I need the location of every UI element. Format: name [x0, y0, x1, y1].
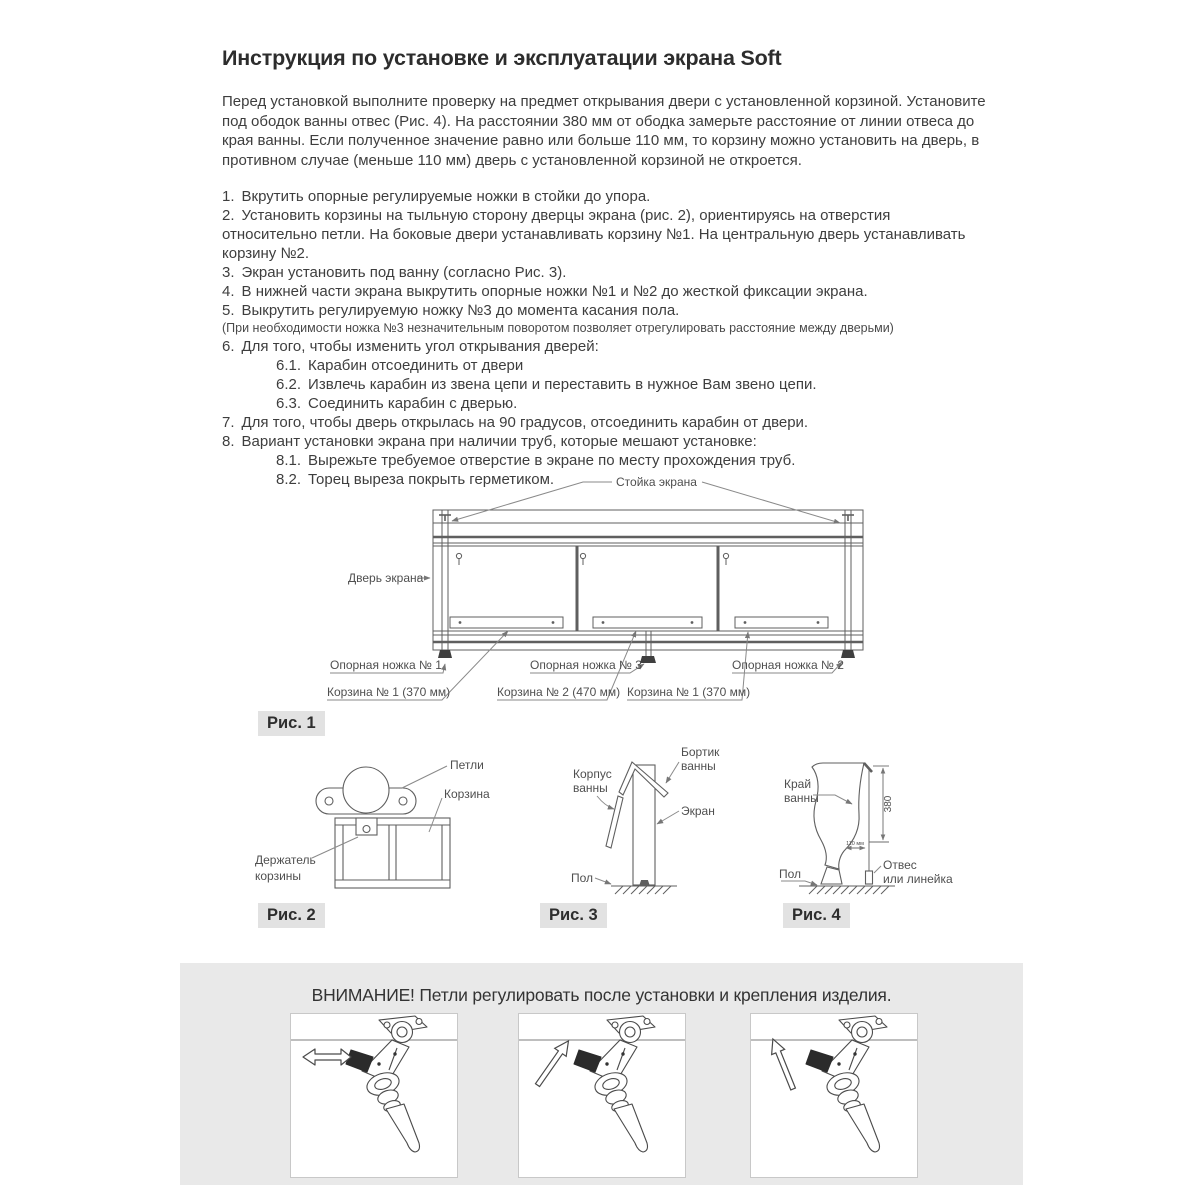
step-item: [222, 413, 988, 432]
fig1-label-basket1b: Корзина № 1 (370 мм): [627, 685, 751, 699]
step-text: Соединить карабин с дверью.: [308, 395, 518, 412]
text-column: [222, 46, 988, 489]
fig2-caption: Рис. 2: [258, 903, 325, 928]
floor-hatching: [799, 886, 895, 894]
basket-holder: [356, 818, 377, 835]
fig2-label-holder-line2: корзины: [255, 869, 302, 883]
basket-slots: [450, 617, 828, 628]
bath-edge-profile: [812, 763, 864, 869]
step-item: [222, 337, 988, 356]
hinge-adjust-diagonal-icon: [519, 1014, 685, 1177]
fig3-label-body-line1: Корпус: [573, 767, 612, 781]
step-number: 4.: [222, 283, 235, 300]
page-title: Инструкция по установке и эксплуатации экрана Soft: [222, 46, 782, 70]
fig1-label-door: Дверь экрана: [348, 571, 424, 585]
steps-list: [222, 187, 988, 489]
hinge-panel-2: [518, 1013, 686, 1178]
step-number: 1.: [222, 188, 235, 205]
fig4-measurement-diagram: [765, 738, 980, 900]
bath-foot: [821, 867, 842, 884]
step-item: [222, 301, 988, 320]
step-text: В нижней части экрана выкрутить опорные ножки №1 и №2 до жесткой фиксации экрана.: [241, 283, 868, 300]
fig4-label-plumb-line2: или линейка: [883, 872, 953, 886]
fig3-label-floor: Пол: [571, 871, 594, 885]
step-number: 6.2.: [276, 376, 302, 393]
post-screw-marks: [439, 515, 854, 521]
fig1-label-stand: Стойка экрана: [616, 475, 697, 489]
attention-text: ВНИМАНИЕ! Петли регулировать после установки и крепления изделия.: [311, 985, 892, 1005]
step-number: 8.1.: [276, 452, 302, 469]
fig1-screen-diagram: [320, 470, 880, 712]
fig4-dim-110: 110 мм: [846, 841, 864, 847]
screen-foot: [640, 881, 649, 886]
step-text: Извлечь карабин из звена цепи и переставить в нужное Вам звено цепи.: [308, 376, 817, 393]
fig3-label-rim-line2: ванны: [681, 759, 716, 773]
intro-paragraph: Перед установкой выполните проверку на предмет открывания двери с установленной корзиной. Установите под ободок ванны отвес (Рис. 4). На расстоянии 380 мм от ободка замерьте расстояние от линии отвеса до края ванны. Если полученное значение равно или больше 110 мм, то корзину можно установить на дверь, в противном случае (меньше 110 мм) дверь с установленной корзиной не откроется.: [222, 93, 986, 169]
fig4-label-plumb-line1: Отвес: [883, 858, 917, 872]
fig3-label-body-line2: ванны: [573, 781, 608, 795]
step-item: [222, 206, 988, 263]
plumb-weight: [866, 871, 873, 884]
fig4-dim-380: 380: [883, 795, 894, 813]
step-text: Для того, чтобы изменить угол открывания дверей:: [241, 338, 599, 355]
basket-frame: [335, 818, 450, 888]
fig1-label-leg3: Опорная ножка № 3: [530, 658, 642, 672]
fig3-label-screen: Экран: [681, 804, 715, 818]
step-number: 7.: [222, 414, 235, 431]
fig1-label-basket2: Корзина № 2 (470 мм): [497, 685, 621, 699]
fig2-label-hinges: Петли: [450, 758, 484, 772]
fig3-caption: Рис. 3: [540, 903, 607, 928]
fig4-label-edge-line1: Край: [784, 777, 812, 791]
step-text: Установить корзины на тыльную сторону дверцы экрана (рис. 2), ориентируясь на отверстия относительно петли. На боковые двери устанавливать корзину №1. На центральную дверь устанавливать корзину №2.: [222, 207, 966, 262]
floor-hatching: [611, 886, 677, 894]
fig1-label-leg1: Опорная ножка № 1: [330, 658, 442, 672]
step-subitem: [276, 375, 988, 394]
hinge-cup-icon: [343, 767, 389, 813]
hinge-panel-3: [750, 1013, 918, 1178]
step-item: [222, 432, 988, 451]
fig1-label-leg2: Опорная ножка № 2: [732, 658, 844, 672]
bath-body-profile: [606, 796, 623, 848]
step-number: 6.3.: [276, 395, 302, 412]
step-item: [222, 263, 988, 282]
step-number: 5.: [222, 302, 235, 319]
step-text: Торец выреза покрыть герметиком.: [308, 471, 555, 488]
rim-hook: [864, 763, 872, 772]
step-number: 6.1.: [276, 357, 302, 374]
step-text: Вариант установки экрана при наличии труб, которые мешают установке:: [241, 433, 757, 450]
step-subitem: [276, 394, 988, 413]
hinge-adjust-tilt-icon: [751, 1014, 917, 1177]
fig4-label-edge-line2: ванны: [784, 791, 819, 805]
step-text: Карабин отсоединить от двери: [308, 357, 524, 374]
fig2-hinge-basket-diagram: [250, 748, 500, 900]
step-text: Вкрутить опорные регулируемые ножки в стойки до упора.: [241, 188, 651, 205]
fig4-caption: Рис. 4: [783, 903, 850, 928]
diagonal-tilt-arrow-icon: [766, 1036, 799, 1091]
hinge-panel-1: [290, 1013, 458, 1178]
step-text: Для того, чтобы дверь открылась на 90 градусов, отсоединить карабин от двери.: [241, 414, 809, 431]
step-item: [222, 187, 988, 206]
step-subitem: [276, 451, 988, 470]
fig3-label-rim-line1: Бортик: [681, 745, 720, 759]
step-number: 8.2.: [276, 471, 302, 488]
step-number: 3.: [222, 264, 235, 281]
diagonal-up-arrow-icon: [532, 1037, 574, 1089]
step-subitem: [276, 356, 988, 375]
step-item: [222, 282, 988, 301]
attention-section: [180, 963, 1023, 1185]
fig3-installation-diagram: [535, 738, 745, 900]
fig1-label-basket1a: Корзина № 1 (370 мм): [327, 685, 451, 699]
fig2-label-holder-line1: Держатель: [255, 853, 316, 867]
step-number: 6.: [222, 338, 235, 355]
fig4-label-floor: Пол: [779, 867, 802, 881]
fig1-caption: Рис. 1: [258, 711, 325, 736]
step-number: 2.: [222, 207, 235, 224]
step-note: (При необходимости ножка №3 незначительным поворотом позволяет отрегулировать расстояние между дверьми): [222, 321, 894, 335]
hinge-adjust-horizontal-icon: [291, 1014, 457, 1177]
step-number: 8.: [222, 433, 235, 450]
horizontal-double-arrow-icon: [303, 1049, 351, 1065]
step-text: Выкрутить регулируемую ножку №3 до момента касания пола.: [241, 302, 680, 319]
step-text: Экран установить под ванну (согласно Рис. 3).: [241, 264, 567, 281]
keyhole-icon: [456, 553, 728, 565]
step-text: Вырежьте требуемое отверстие в экране по месту прохождения труб.: [308, 452, 796, 469]
fig2-label-basket: Корзина: [444, 787, 490, 801]
